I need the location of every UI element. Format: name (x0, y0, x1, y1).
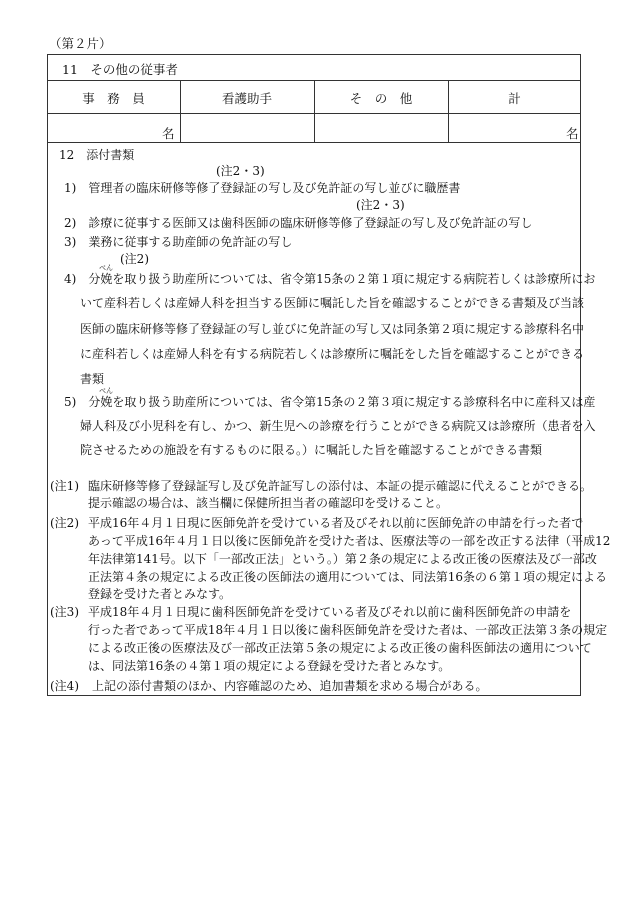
note-1-line: 臨床研修等修了登録証写し及び免許証写しの添付は、本証の提示確認に代えることができる。 (88, 479, 593, 493)
attachment-item-4-line: 医師の臨床研修等修了登録証の写し並びに免許証の写し又は同条第２項に規定する診療科名中 (80, 322, 585, 336)
note-3-line: は、同法第16条の４第１項の規定による登録を受けた者とみなす。 (88, 659, 451, 673)
note-ref: (注2・3) (216, 164, 265, 178)
attachment-item-4-line: 4) 分娩を取り扱う助産所については、省令第15条の２第１項に規定する病院若しくは診療所にお (64, 272, 596, 286)
divider (47, 142, 581, 143)
note-1-label: (注1) (50, 479, 79, 493)
attachment-item-4-line: 書類 (80, 372, 105, 386)
section-11-title: 11 その他の従事者 (62, 62, 178, 77)
unit-label-total: 名 (566, 126, 579, 141)
note-3-line: 行った者であって平成18年４月１日以後に歯科医師免許を受けた者は、一部改正法第３条の規定 (88, 623, 608, 637)
ruby-annotation: べん (99, 264, 113, 272)
attachment-item-5-line: 院させるための施設を有するものに限る。）に嘱託した旨を確認することができる書類 (80, 443, 543, 457)
header-clerks: 事 務 員 (82, 91, 145, 106)
attachment-item-4-line: に産科若しくは産婦人科を有する病院若しくは診療所に嘱託をした旨を確認することができる (80, 347, 585, 361)
note-2-line: 年法律第141号。以下「一部改正法」という。）第２条の規定による改正後の医療法及び一部改 (88, 552, 597, 566)
attachment-item-5-line: 5) 分娩を取り扱う助産所については、省令第15条の２第３項に規定する診療科名中に産科又は産 (64, 395, 596, 409)
unit-label-clerks: 名 (162, 126, 175, 141)
note-3-label: (注3) (50, 605, 79, 619)
note-2-label: (注2) (50, 516, 79, 530)
attachment-item-5-line: 婦人科及び小児科を有し、かつ、新生児への診療を行うことができる病院又は診療所（患者を入 (80, 419, 596, 433)
attachment-item-1: 1) 管理者の臨床研修等修了登録証の写し及び免許証の写し並びに職歴書 (64, 181, 461, 195)
note-2-line: 登録を受けた者とみなす。 (88, 587, 232, 601)
header-others: そ の 他 (349, 91, 413, 106)
note-2-line: 正法第４条の規定による改正後の医師法の適用については、同法第16条の６第１項の規定による (88, 570, 608, 584)
attachment-item-2: 2) 診療に従事する医師又は歯科医師の臨床研修等修了登録証の写し及び免許証の写し (64, 216, 533, 230)
note-2-line: 平成16年４月１日現に医師免許を受けている者及びそれ以前に医師免許の申請を行った者で (88, 516, 584, 530)
note-4-line: 上記の添付書類のほか、内容確認のため、追加書類を求める場合がある。 (92, 679, 488, 693)
header-nursing-aides: 看護助手 (221, 91, 272, 106)
note-2-line: あって平成16年４月１日以後に医師免許を受けた者は、医療法等の一部を改正する法律（平成12 (88, 534, 611, 548)
attachment-item-4-line: いて産科若しくは産婦人科を担当する医師に嘱託した旨を確認することができる書類及び当該 (80, 296, 585, 310)
page-label: （第２片） (49, 36, 112, 51)
section-12-title: 12 添付書類 (59, 148, 135, 162)
note-3-line: による改正後の医療法及び一部改正法第５条の規定による改正後の歯科医師法の適用について (88, 641, 592, 655)
note-ref: (注2・3) (356, 198, 405, 212)
note-1-line: 提示確認の場合は、該当欄に保健所担当者の確認印を受けること。 (88, 496, 449, 510)
note-ref: (注2) (120, 252, 149, 266)
note-4-label: (注4) (50, 679, 79, 693)
header-total: 計 (508, 91, 521, 106)
attachment-item-3: 3) 業務に従事する助産師の免許証の写し (64, 235, 293, 249)
ruby-annotation: べん (99, 387, 113, 395)
note-3-line: 平成18年４月１日現に歯科医師免許を受けている者及びそれ以前に歯科医師免許の申請を (88, 605, 572, 619)
